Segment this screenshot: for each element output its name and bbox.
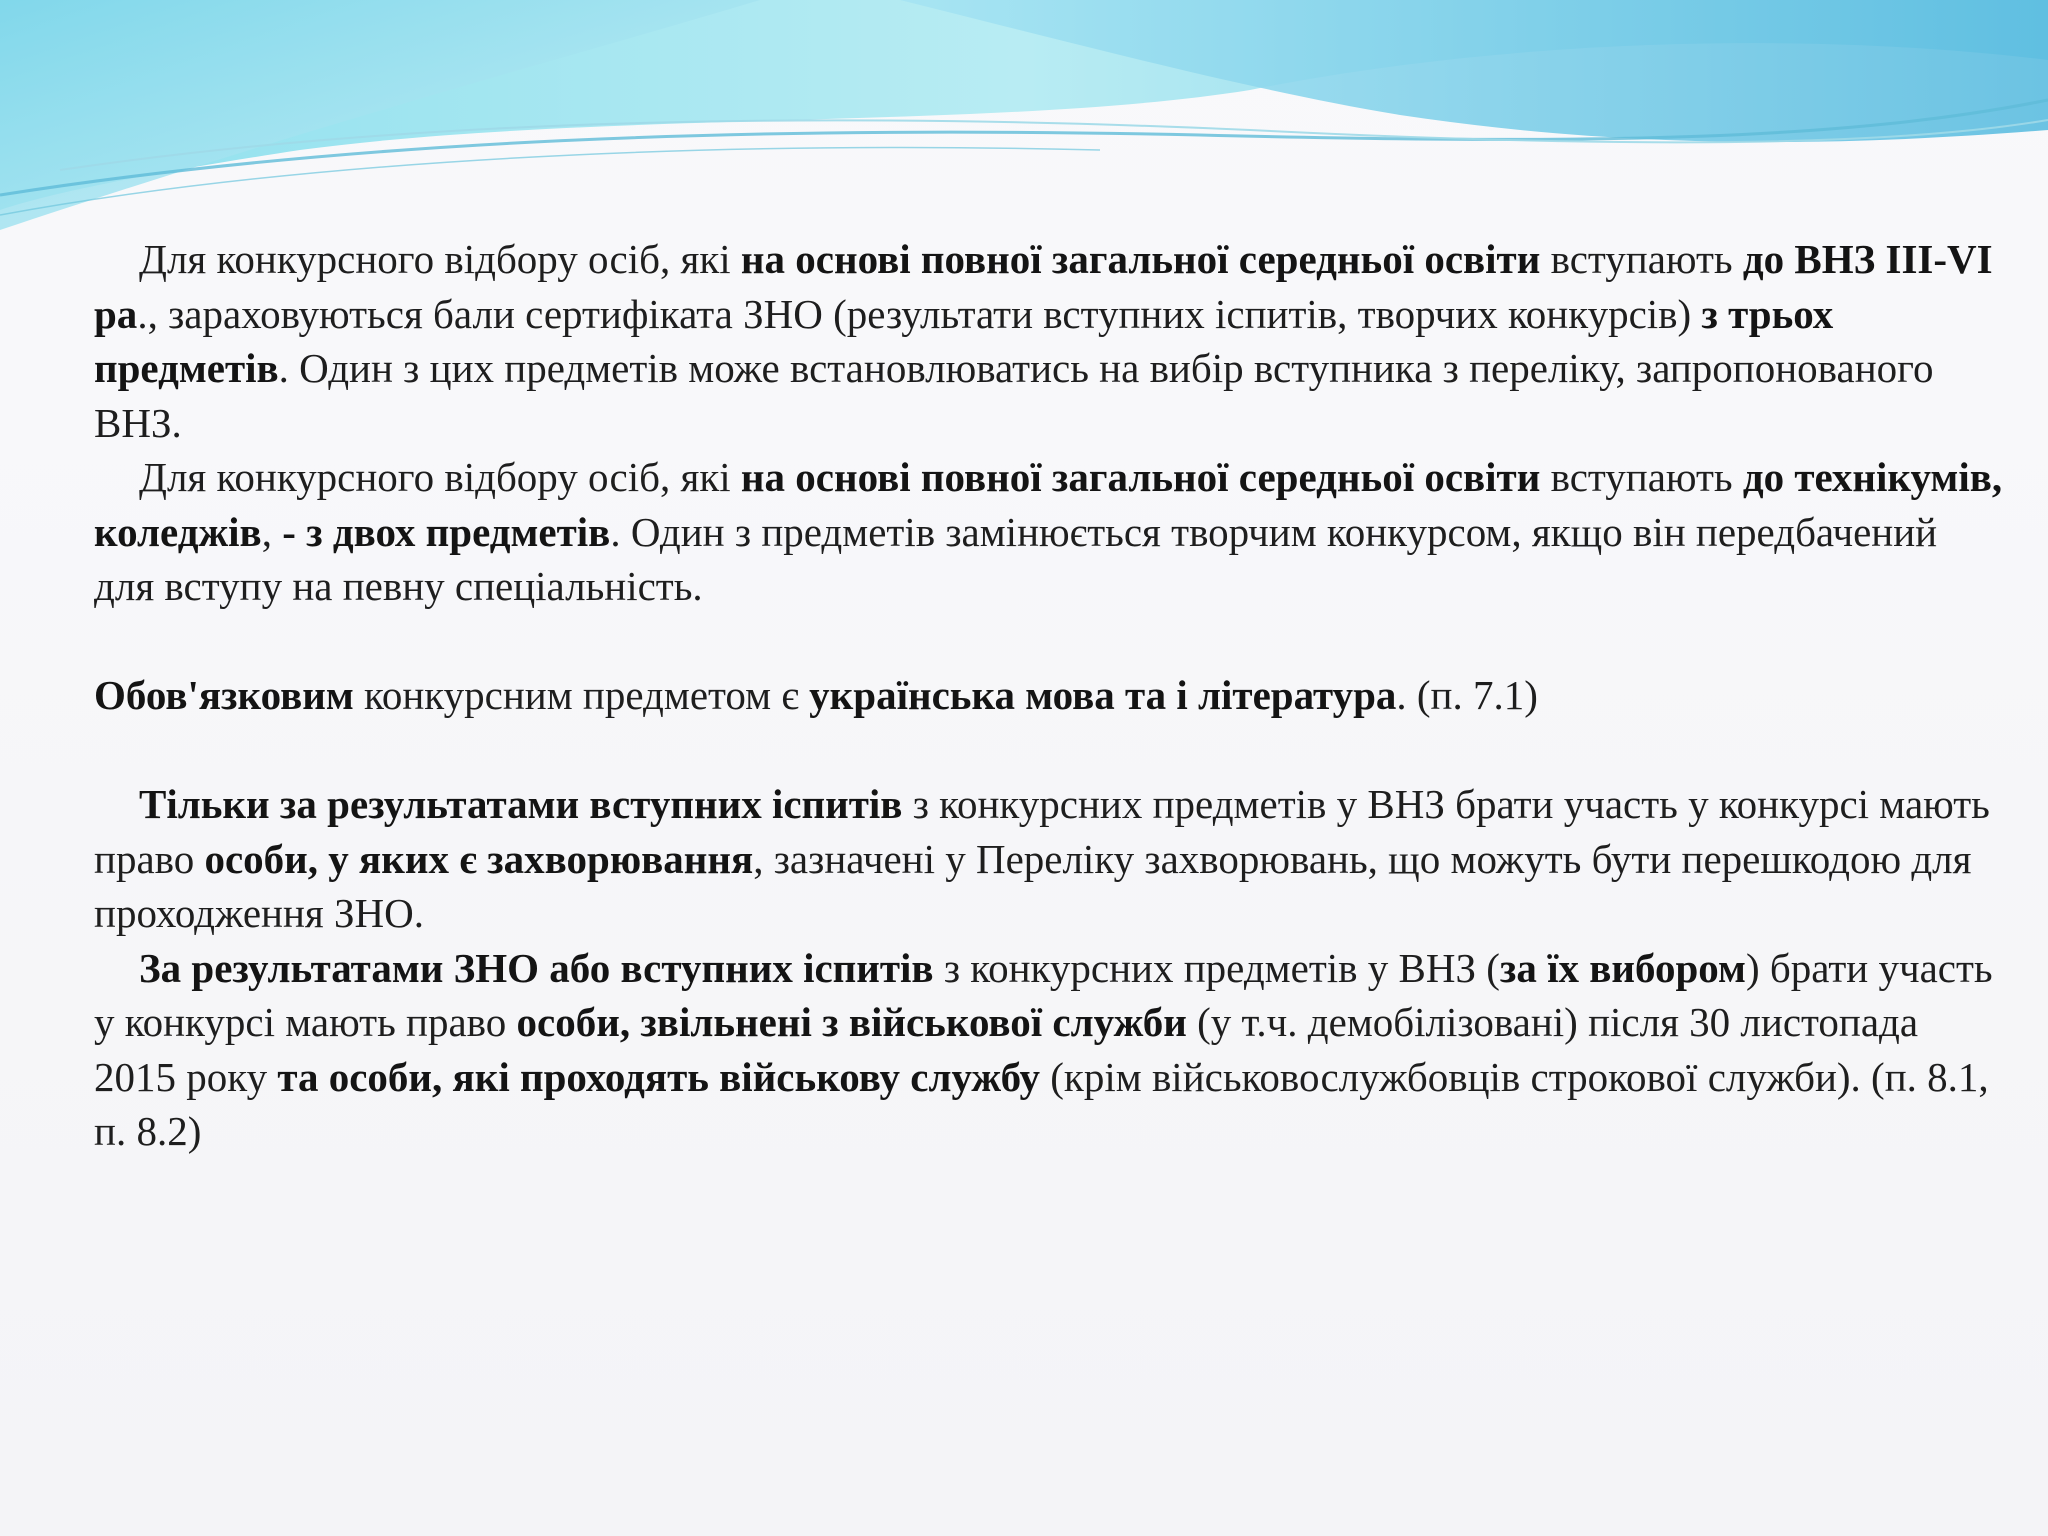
text-segment: з конкурсних предметів у ВНЗ ( (933, 944, 1500, 991)
text-segment: конкурсним предметом є (353, 672, 810, 718)
text-segment: з конкурсних предметів у ВНЗ брати участь у конкурсі мають право (94, 781, 1990, 882)
bold-segment: Обов'язковим (94, 672, 354, 718)
text-segment: (у т.ч. демобілізовані) після 30 листопада 2015 року (94, 999, 1919, 1100)
text-segment: ) брати участь у конкурсі мають право (94, 944, 1993, 1045)
text-segment: ., зараховуються бали сертифіката ЗНО (результати вступних іспитів, творчих конкурсів) (137, 290, 1702, 337)
spacer (94, 614, 2004, 669)
text-segment: вступають (1540, 236, 1743, 282)
paragraph-military-service (94, 941, 2004, 1159)
text-segment: , зазначені у Переліку захворювань, що можуть бути перешкодою для проходження ЗНО. (94, 835, 1972, 936)
text-segment: Для конкурсного відбору осіб, які (139, 236, 741, 282)
bold-segment: особи, звільнені з військової служби (516, 999, 1187, 1045)
bold-segment: на основі повної загальної середньої освіти (740, 454, 1541, 500)
text-segment: , (261, 508, 283, 555)
text-segment: вступають (1540, 454, 1743, 500)
bold-segment: з трьох предметів (94, 290, 1834, 391)
bold-segment: За результатами ЗНО або вступних іспитів (139, 944, 934, 991)
paragraph-university-admission (94, 232, 2004, 450)
bold-segment: на основі повної загальної середньої освіти (740, 236, 1541, 282)
bold-segment: за їх вибором (1499, 944, 1746, 991)
bold-segment: особи, у яких є захворювання (204, 835, 754, 882)
text-segment: (крім військовослужбовців строкової служби). (п. 8.1, п. 8.2) (94, 1053, 1989, 1154)
text-segment: . (п. 7.1) (1396, 672, 1538, 718)
bold-segment: до ВНЗ ІІІ-VI ра (94, 236, 1993, 337)
paragraph-mandatory-subject (94, 668, 2004, 723)
slide-body-text (94, 232, 2004, 1159)
header-wave-decoration (0, 0, 2048, 250)
bold-segment: українська мова та і література (809, 672, 1397, 718)
bold-segment: - з двох предметів (282, 508, 611, 555)
paragraph-college-admission (94, 450, 2004, 614)
bold-segment: до технікумів, коледжів (94, 454, 2003, 555)
text-segment: . Один з предметів замінюється творчим конкурсом, якщо він передбачений для вступу на певну спеціальність. (94, 508, 1938, 609)
bold-segment: та особи, які проходять військову службу (277, 1053, 1041, 1100)
paragraph-entrance-exams-only (94, 777, 2004, 941)
spacer (94, 723, 2004, 778)
bold-segment: Тільки за результатами вступних іспитів (139, 781, 903, 827)
text-segment: Для конкурсного відбору осіб, які (139, 454, 741, 500)
text-segment: . Один з цих предметів може встановлюватись на вибір вступника з переліку, запропонованого ВНЗ. (94, 345, 1934, 446)
